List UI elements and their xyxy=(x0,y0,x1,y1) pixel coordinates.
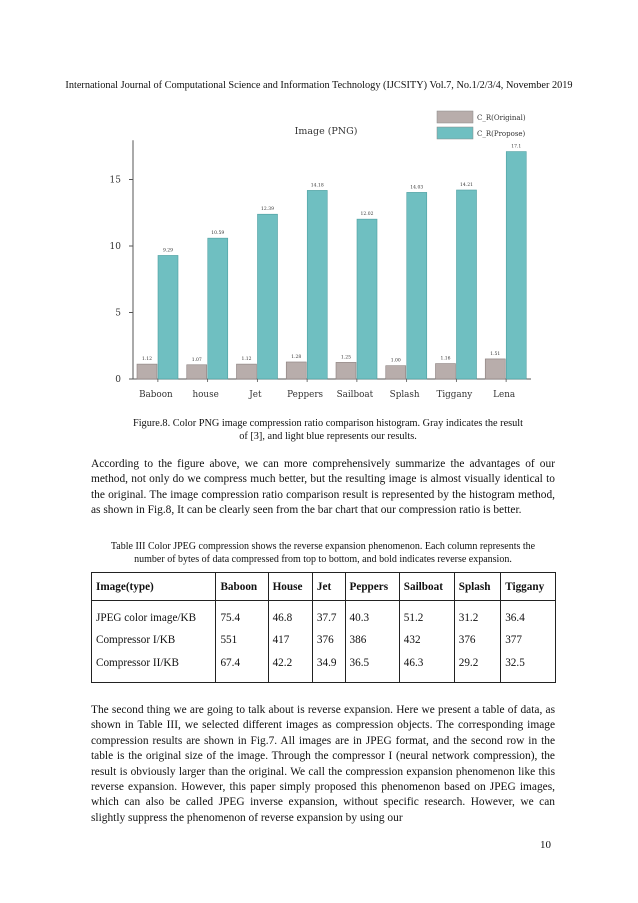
paragraph-reverse-expansion: The second thing we are going to talk about is reverse expansion. Here we present a table of data, as shown in Table III, we selected different images as compression objects. The corresponding image compression results are shown in Fig.7. All images are in JPEG format, and the second row in the table is the original size of the image. Through the compressor I (neural network compression), the result is obviously larger than the original. We call the compression expansion phenomenon like this reverse expansion. However, this paper simply proposed this phenomenon based on JPEG images, which can also be called JPEG inverse expansion, without specific research. However, we can slightly suppress the phenomenon of reverse expansion by using our xyxy=(91,704,555,824)
table-header-cell: Tiggany xyxy=(501,573,556,601)
bar-value-label: 1.28 xyxy=(291,354,302,360)
x-tick-label: Splash xyxy=(389,390,420,400)
bar-propose xyxy=(506,152,526,379)
y-tick-label: 10 xyxy=(109,242,121,252)
bar-value-label: 14.03 xyxy=(410,185,424,191)
bar-propose xyxy=(307,190,327,379)
table-cell: 42.2 xyxy=(268,652,312,683)
table-cell: 46.8 xyxy=(268,601,312,629)
bar-original xyxy=(137,364,157,379)
table-cell: 36.5 xyxy=(345,652,399,683)
table-cell: 51.2 xyxy=(399,601,454,629)
journal-header: International Journal of Computational Science and Information Technology (IJCSITY) Vol.7, No.1/2/3/4, November 2019 xyxy=(65,80,573,91)
bar-value-label: 1.07 xyxy=(191,357,202,363)
table-cell: 32.5 xyxy=(501,652,556,683)
bar-value-label: 12.39 xyxy=(261,207,274,213)
y-tick-label: 0 xyxy=(115,375,121,385)
legend-label: C_R(Propose) xyxy=(477,130,526,138)
table-cell: 376 xyxy=(312,628,345,652)
x-tick-label: Peppers xyxy=(287,390,324,400)
table-cell: 34.9 xyxy=(312,652,345,683)
table-cell: 67.4 xyxy=(216,652,268,683)
bar-value-label: 10.59 xyxy=(211,231,225,237)
bar-propose xyxy=(407,192,427,379)
table-cell: 31.2 xyxy=(454,601,500,629)
bar-propose xyxy=(158,255,178,379)
y-tick-label: 5 xyxy=(115,308,121,319)
bar-value-label: 17.1 xyxy=(511,144,522,150)
bar-original xyxy=(436,364,456,379)
bar-propose xyxy=(457,190,477,379)
x-tick-label: Tiggany xyxy=(436,390,473,400)
table-cell: 29.2 xyxy=(454,652,500,683)
bar-value-label: 1.51 xyxy=(490,351,501,357)
bar-value-label: 14.21 xyxy=(460,183,473,189)
page-number: 10 xyxy=(540,839,551,851)
bar-original xyxy=(386,366,406,379)
table-header-cell: Jet xyxy=(312,573,345,601)
table-header-cell: Baboon xyxy=(216,573,268,601)
chart-title: Image (PNG) xyxy=(294,126,358,137)
table-cell: 36.4 xyxy=(501,601,556,629)
table-cell: 417 xyxy=(268,628,312,652)
x-tick-label: Jet xyxy=(249,390,262,400)
png-compression-ratio-chart xyxy=(100,105,540,405)
table-header-row xyxy=(92,573,556,601)
legend-label: C_R(Original) xyxy=(477,114,526,122)
bar-value-label: 1.00 xyxy=(390,358,401,364)
table-caption: Table III Color JPEG compression shows the reverse expansion phenomenon. Each column represents the number of bytes of data compressed from top to bottom, and bold indicates reverse expansion. xyxy=(110,541,536,565)
bar-value-label: 9.29 xyxy=(162,248,174,254)
table-cell: 40.3 xyxy=(345,601,399,629)
table-row xyxy=(92,652,556,683)
legend-swatch xyxy=(437,111,473,123)
x-tick-label: Sailboat xyxy=(336,390,374,400)
bar-value-label: 12.02 xyxy=(360,212,374,218)
table-header-cell: House xyxy=(268,573,312,601)
bar-value-label: 1.25 xyxy=(340,355,352,361)
table-header-cell: Image(type) xyxy=(92,573,216,601)
table-cell: Compressor I/KB xyxy=(92,628,216,652)
bar-value-label: 1.12 xyxy=(141,357,153,363)
table-header-cell: Peppers xyxy=(345,573,399,601)
table-cell: 386 xyxy=(345,628,399,652)
table-row xyxy=(92,628,556,652)
bar-value-label: 1.16 xyxy=(440,356,451,362)
table-cell: 377 xyxy=(501,628,556,652)
table-cell: 376 xyxy=(454,628,500,652)
bar-value-label: 1.12 xyxy=(241,357,252,363)
y-tick-label: 15 xyxy=(109,175,121,186)
table-header-cell: Sailboat xyxy=(399,573,454,601)
table-header-cell: Splash xyxy=(454,573,500,601)
table-cell: Compressor II/KB xyxy=(92,652,216,683)
table-row xyxy=(92,601,556,629)
table-cell: 37.7 xyxy=(312,601,345,629)
table-cell: 75.4 xyxy=(216,601,268,629)
legend-swatch xyxy=(437,127,473,139)
jpeg-compression-table xyxy=(91,572,556,683)
table-cell: 46.3 xyxy=(399,652,454,683)
x-tick-label: Lena xyxy=(493,390,516,400)
bar-original xyxy=(336,362,356,379)
bar-value-label: 14.18 xyxy=(310,183,324,189)
bar-original xyxy=(237,364,257,379)
x-tick-label: Baboon xyxy=(139,390,173,400)
table-cell: 551 xyxy=(216,628,268,652)
table-cell: JPEG color image/KB xyxy=(92,601,216,629)
x-tick-label: house xyxy=(192,390,219,400)
bar-propose xyxy=(258,214,278,379)
bar-propose xyxy=(357,219,377,379)
bar-original xyxy=(187,365,207,379)
bar-original xyxy=(485,359,505,379)
table-cell: 432 xyxy=(399,628,454,652)
bar-original xyxy=(286,362,306,379)
figure-caption: Figure.8. Color PNG image compression ratio comparison histogram. Gray indicates the result of [3], and light blue represents our results. xyxy=(132,418,524,442)
bar-propose xyxy=(208,238,228,379)
paragraph-figure-summary: According to the figure above, we can more comprehensively summarize the advantages of our method, not only do we compress much better, but the resulting image is almost visually identical to the original. The image compression ratio comparison result is represented by the histogram method, as shown in Fig.8, It can be clearly seen from the bar chart that our compression ratio is better. xyxy=(91,458,555,517)
